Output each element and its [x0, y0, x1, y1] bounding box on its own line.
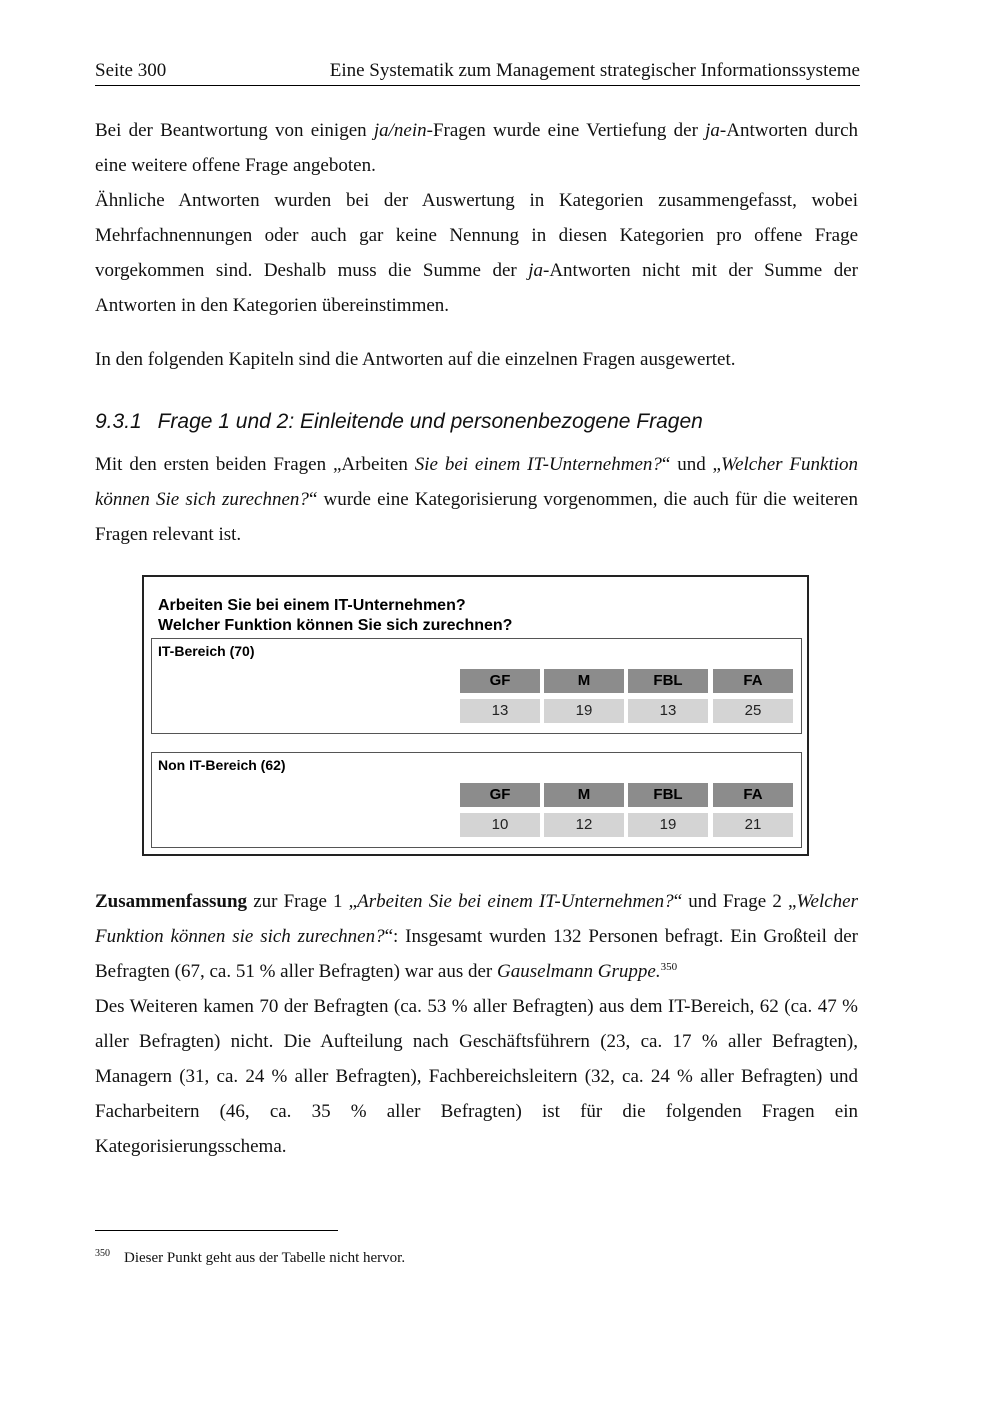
value-cell-gf: 10 [460, 813, 540, 837]
group-label: IT-Bereich (70) [158, 643, 255, 659]
summary-paragraph-1: Zusammenfassung zur Frage 1 „Arbeiten Sie bei einem IT-Unternehmen?“ und Frage 2 „Welcher Funktion können sie sich zurechnen?“: Insgesamt wurden 132 Personen befragt. Ein Großteil der Befragten (67, ca. 51 % aller Befragten) war aus der Gauselmann Gruppe.$^{350}$ [95, 891, 858, 982]
section-title: Frage 1 und 2: Einleitende und personenbezogene Fragen [157, 410, 703, 433]
value-cell-fbl: 19 [628, 813, 708, 837]
header-cell-gf: GF [460, 783, 540, 807]
header-cell-fbl: FBL [628, 783, 708, 807]
value-cell-m: 19 [544, 699, 624, 723]
page-number: Seite 300 [95, 60, 167, 81]
header-cell-fa: FA [713, 783, 793, 807]
group-label: Non IT-Bereich (62) [158, 757, 286, 773]
value-cell-m: 12 [544, 813, 624, 837]
footnote-divider [95, 1230, 338, 1231]
running-header [95, 58, 860, 86]
header-cell-m: M [544, 783, 624, 807]
value-cell-fbl: 13 [628, 699, 708, 723]
value-cell-fa: 25 [713, 699, 793, 723]
figure-title-line-2: Welcher Funktion können Sie sich zurechnen? [158, 617, 513, 634]
summary-paragraph-2: Des Weiteren kamen 70 der Befragten (ca. 53 % aller Befragten) aus dem IT-Bereich, 62 (ca. 47 % aller Befragten) nicht. Die Aufteilung nach Geschäftsführern (23, ca. 17 % aller Befragten), Managern (31, ca. 24 % aller Befragten), Fachbereichsleitern (32, ca. 24 % aller Befragten) und Facharbeitern (46, ca. 35 % aller Befragten) ist für die folgenden Fragen ein Kategorisierungsschema. [95, 996, 858, 1157]
survey-figure [142, 575, 809, 856]
header-cell-gf: GF [460, 669, 540, 693]
header-cell-m: M [544, 669, 624, 693]
header-cell-fbl: FBL [628, 669, 708, 693]
footnote-reference: 350 [660, 961, 678, 973]
footnote-number: 350 [95, 1248, 110, 1259]
figure-title-line-1: Arbeiten Sie bei einem IT-Unternehmen? [158, 597, 466, 614]
intro-paragraph-3: In den folgenden Kapiteln sind die Antworten auf die einzelnen Fragen ausgewertet. [95, 349, 736, 370]
value-cell-fa: 21 [713, 813, 793, 837]
figure-title [158, 596, 512, 636]
group-non-it-bereich [151, 752, 802, 848]
intro-paragraph-2: Ähnliche Antworten wurden bei der Auswertung in Kategorien zusammengefasst, wobei Mehrfachnennungen oder auch gar keine Nennung in diesen Kategorien pro offene Frage vorgekommen sind. Deshalb muss die Summe der ja-Antworten nicht mit der Summe der Antworten in den Kategorien übereinstimmen. [95, 190, 859, 316]
footnote-text: Dieser Punkt geht aus der Tabelle nicht hervor. [124, 1250, 406, 1266]
section-paragraph: Mit den ersten beiden Fragen „Arbeiten Sie bei einem IT-Unternehmen?“ und „Welcher Funktion können Sie sich zurechnen?“ wurde eine Kategorisierung vorgenommen, die auch für die weiteren Fragen relevant ist. [95, 454, 859, 545]
intro-paragraph-1: Bei der Beantwortung von einigen ja/nein-Fragen wurde eine Vertiefung der ja-Antworten durch eine weitere offene Frage angeboten. [95, 120, 858, 176]
section-heading [95, 410, 703, 434]
group-it-bereich [151, 638, 802, 734]
value-cell-gf: 13 [460, 699, 540, 723]
header-cell-fa: FA [713, 669, 793, 693]
footnote [95, 1250, 405, 1267]
running-title: Eine Systematik zum Management strategischer Informationssysteme [329, 60, 860, 81]
section-number: 9.3.1 [95, 410, 142, 433]
